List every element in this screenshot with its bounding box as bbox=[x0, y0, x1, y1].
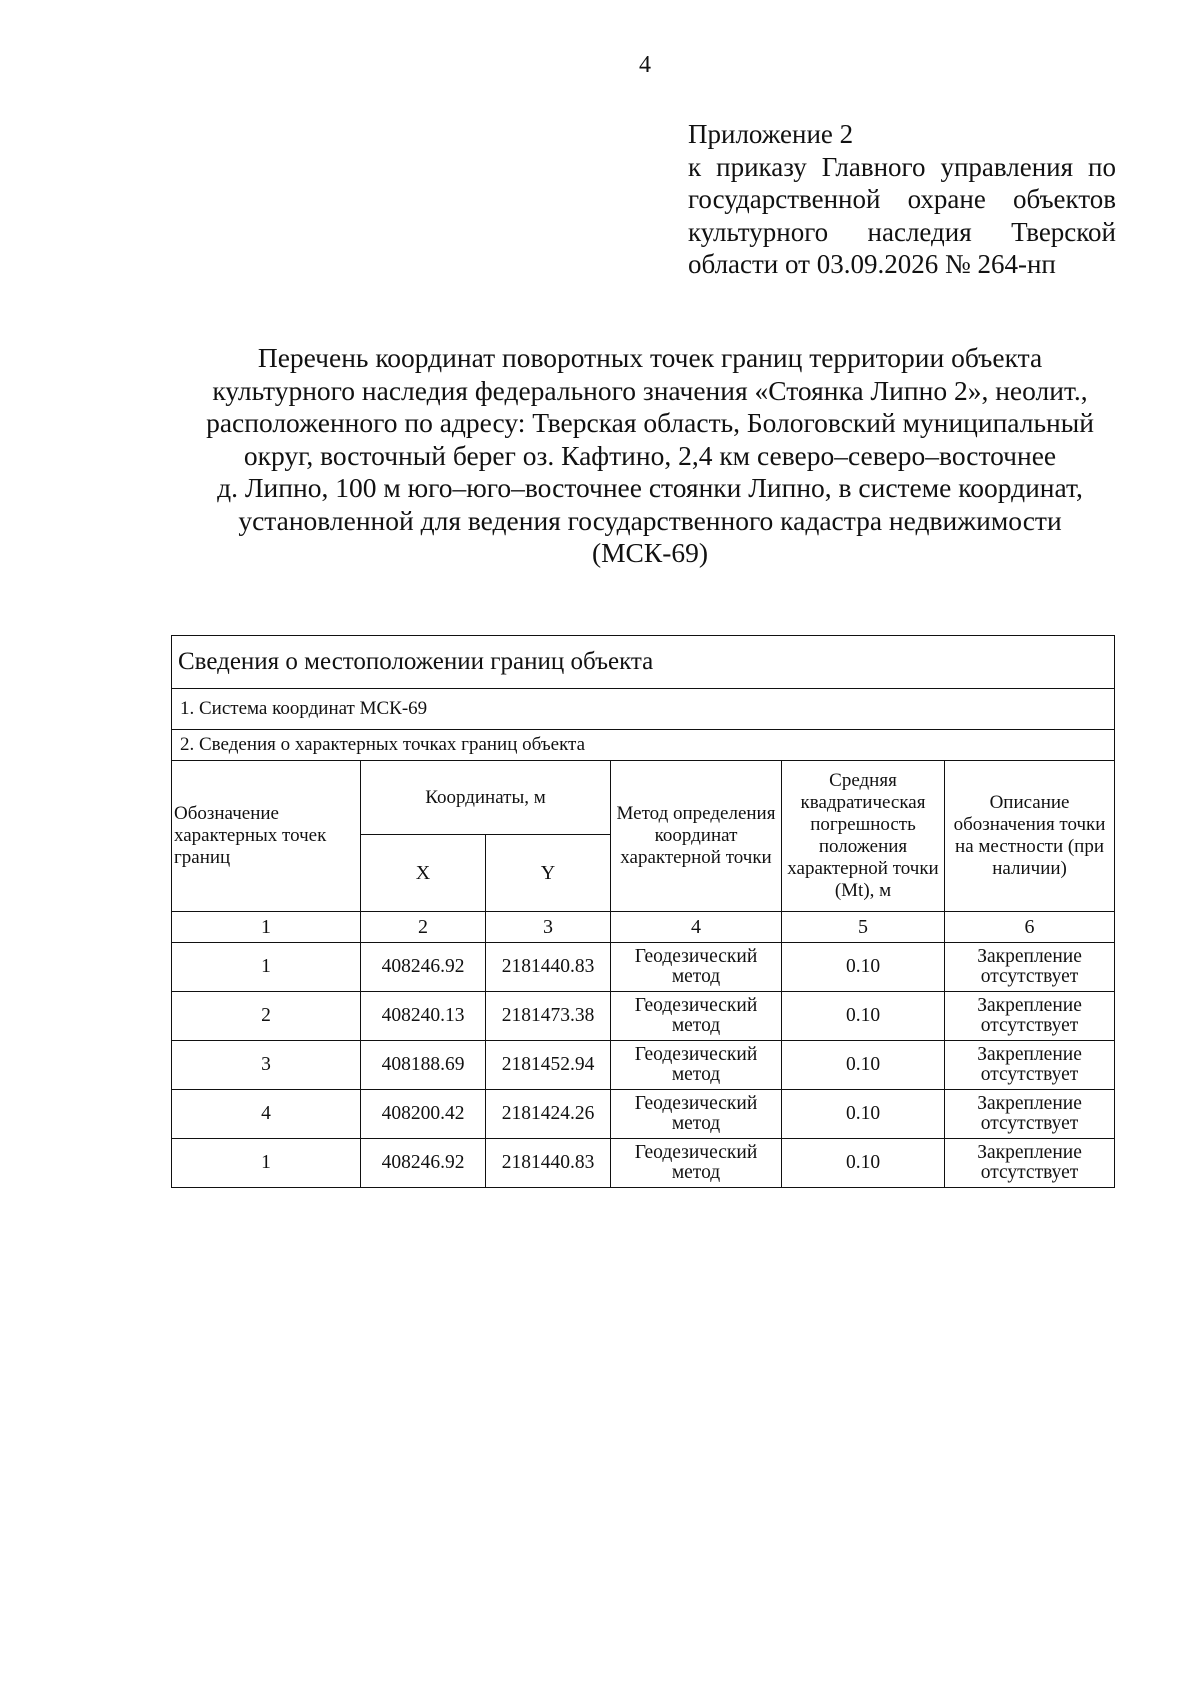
title-line: (МСК-69) bbox=[591, 537, 709, 568]
point-designation: 1 bbox=[172, 943, 361, 992]
coordinate-y: 2181440.83 bbox=[486, 1139, 611, 1188]
table-caption: Сведения о местоположении границ объекта bbox=[172, 636, 1115, 689]
page-number: 4 bbox=[639, 52, 651, 78]
table-row bbox=[172, 1041, 1115, 1090]
document-title bbox=[150, 342, 1150, 570]
column-number: 1 bbox=[172, 912, 361, 943]
boundary-points-table bbox=[171, 635, 1115, 1188]
table-row bbox=[172, 992, 1115, 1041]
appendix-line: культурного наследия Тверской bbox=[688, 216, 1116, 247]
header-y: Y bbox=[486, 835, 611, 912]
error-cell: 0.10 bbox=[782, 1090, 945, 1139]
coordinate-x: 408188.69 bbox=[361, 1041, 486, 1090]
coordinate-y: 2181473.38 bbox=[486, 992, 611, 1041]
column-number: 3 bbox=[486, 912, 611, 943]
title-line: д. Липно, 100 м юго–юго–восточнее стоянки Липно, в системе координат, bbox=[217, 472, 1083, 503]
method-cell: Геодезический метод bbox=[611, 943, 782, 992]
header-description: Описание обозначения точки на местности (при наличии) bbox=[945, 761, 1115, 912]
header-error: Средняя квадратическая погрешность положения характерной точки (Mt), м bbox=[782, 761, 945, 912]
appendix-line: к приказу Главного управления по bbox=[688, 151, 1116, 182]
error-cell: 0.10 bbox=[782, 943, 945, 992]
column-number: 4 bbox=[611, 912, 782, 943]
column-number: 5 bbox=[782, 912, 945, 943]
error-cell: 0.10 bbox=[782, 992, 945, 1041]
point-designation: 1 bbox=[172, 1139, 361, 1188]
appendix-line: области от 03.09.2026 № 264-нп bbox=[688, 249, 1056, 279]
method-cell: Геодезический метод bbox=[611, 992, 782, 1041]
coordinate-x: 408246.92 bbox=[361, 1139, 486, 1188]
column-number: 6 bbox=[945, 912, 1115, 943]
title-line: округ, восточный берег оз. Кафтино, 2,4 км северо–северо–восточнее bbox=[243, 439, 1057, 471]
description-cell: Закрепление отсутствует bbox=[945, 992, 1115, 1041]
point-designation: 4 bbox=[172, 1090, 361, 1139]
title-line: установленной для ведения государственного кадастра недвижимости bbox=[238, 504, 1062, 536]
point-designation: 3 bbox=[172, 1041, 361, 1090]
appendix-header bbox=[688, 118, 1116, 281]
coordinate-x: 408240.13 bbox=[361, 992, 486, 1041]
coordinate-y: 2181440.83 bbox=[486, 943, 611, 992]
description-cell: Закрепление отсутствует bbox=[945, 1139, 1115, 1188]
points-info-heading: 2. Сведения о характерных точках границ объекта bbox=[172, 730, 1115, 761]
description-cell: Закрепление отсутствует bbox=[945, 1041, 1115, 1090]
header-designation: Обозначение характерных точек границ bbox=[172, 761, 361, 912]
method-cell: Геодезический метод bbox=[611, 1041, 782, 1090]
description-cell: Закрепление отсутствует bbox=[945, 1090, 1115, 1139]
column-number: 2 bbox=[361, 912, 486, 943]
coordinate-x: 408200.42 bbox=[361, 1090, 486, 1139]
title-line: Перечень координат поворотных точек границ территории объекта bbox=[257, 342, 1043, 373]
point-designation: 2 bbox=[172, 992, 361, 1041]
method-cell: Геодезический метод bbox=[611, 1090, 782, 1139]
header-coordinates: Координаты, м bbox=[361, 761, 611, 835]
coordinate-system: 1. Система координат МСК-69 bbox=[172, 689, 1115, 730]
appendix-line: государственной охране объектов bbox=[688, 184, 1116, 214]
method-cell: Геодезический метод bbox=[611, 1139, 782, 1188]
coordinate-x: 408246.92 bbox=[361, 943, 486, 992]
title-line: культурного наследия федерального значения «Стоянка Липно 2», неолит., bbox=[212, 374, 1088, 406]
description-cell: Закрепление отсутствует bbox=[945, 943, 1115, 992]
coordinate-y: 2181424.26 bbox=[486, 1090, 611, 1139]
table-row bbox=[172, 1090, 1115, 1139]
error-cell: 0.10 bbox=[782, 1139, 945, 1188]
header-method: Метод определения координат характерной точки bbox=[611, 761, 782, 912]
appendix-line: Приложение 2 bbox=[688, 119, 854, 149]
error-cell: 0.10 bbox=[782, 1041, 945, 1090]
table-row bbox=[172, 1139, 1115, 1188]
column-numbers-row bbox=[172, 912, 1115, 943]
table-row bbox=[172, 943, 1115, 992]
title-line: расположенного по адресу: Тверская область, Бологовский муниципальный bbox=[206, 407, 1094, 438]
header-x: X bbox=[361, 835, 486, 912]
coordinate-y: 2181452.94 bbox=[486, 1041, 611, 1090]
